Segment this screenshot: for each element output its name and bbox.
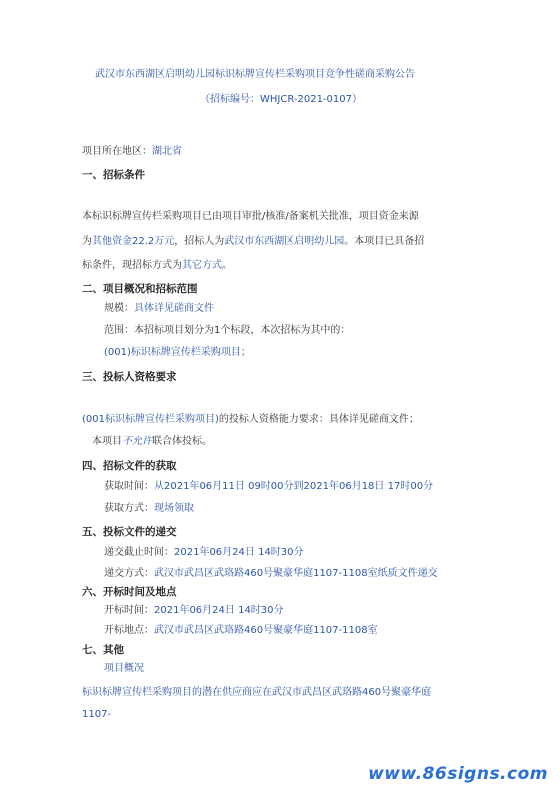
overview-subheading: 项目概况 [104,663,144,674]
section-6-heading: 六、开标时间及地点 [82,586,177,598]
text-segment: ，招标人为 [174,236,225,247]
project-scale [104,302,214,316]
section-1-heading: 一、招标条件 [82,169,145,181]
qualification-requirement [82,413,419,427]
opening-time-value: 2021年06月24日 14时30分 [154,605,284,616]
obtain-time-label: 获取时间： [104,481,154,492]
project-location [82,145,182,159]
lot-item: (001)标识标牌宣传栏采购项目； [104,347,251,358]
section-1-line-1: 本标识标牌宣传栏采购项目已由项目审批/核准/备案机关批准，项目资金来源 [82,211,419,222]
obtain-method [104,502,194,516]
opening-place-value: 武汉市武昌区武珞路460号聚豪华庭1107-1108室 [154,625,378,636]
obtain-time [104,480,433,494]
submission-method-label: 递交方式： [104,568,154,579]
text-segment: 。本项目已具备招 [344,236,425,247]
deadline-label: 递交截止时间： [104,547,174,558]
scale-label: 规模： [104,303,134,314]
text-segment: 本项目 [92,436,122,447]
requirement-text: 的投标人资格能力要求：具体详见磋商文件； [218,414,419,425]
location-value: 湖北省 [152,146,182,157]
scale-value: 具体详见磋商文件 [134,303,214,314]
document-title: 武汉市东西湖区启明幼儿园标识标牌宣传栏采购项目竞争性磋商采购公告 [95,69,415,80]
submission-deadline [104,546,304,560]
site-watermark: www.86signs.com [368,764,548,784]
obtain-method-value: 现场领取 [154,503,194,514]
opening-time-label: 开标时间： [104,605,154,616]
overview-line-1: 标识标牌宣传栏采购项目的潜在供应商应在武汉市武昌区武珞路460号聚豪华庭 [82,687,432,698]
consortium-status: 不允许 [122,436,152,447]
text-segment: 联合体投标。 [152,436,212,447]
overview-line-2: 1107- [82,709,112,720]
obtain-method-label: 获取方式： [104,503,154,514]
tenderer-name: 武汉市东西湖区启明幼儿园 [224,236,345,247]
section-4-heading: 四、招标文件的获取 [82,460,177,472]
opening-place [104,624,378,638]
deadline-value: 2021年06月24日 14时30分 [174,547,304,558]
submission-method [104,567,438,581]
text-segment: 为 [82,236,92,247]
section-1-line-2 [82,235,424,249]
project-scope: 范围：本招标项目划分为1个标段，本次招标为其中的： [104,325,351,336]
section-1-line-3 [82,259,232,273]
section-5-heading: 五、投标文件的递交 [82,526,177,538]
fund-source: 其他资金22.2万元 [92,236,175,247]
section-3-heading: 三、投标人资格要求 [82,371,177,383]
submission-method-value: 武汉市武昌区武珞路460号聚豪华庭1107-1108室纸质文件递交 [154,568,438,579]
text-segment: 标条件，现招标方式为 [82,260,182,271]
tender-method: 其它方式 [182,260,222,271]
location-label: 项目所在地区： [82,146,152,157]
tender-number: （招标编号：WHJCR-2021-0107） [200,94,362,105]
opening-place-label: 开标地点： [104,625,154,636]
text-segment: 。 [222,260,232,271]
section-2-heading: 二、项目概况和招标范围 [82,283,198,295]
section-7-heading: 七、其他 [82,644,124,656]
lot-reference: (001标识标牌宣传栏采购项目) [82,414,219,425]
consortium-note [92,435,212,449]
obtain-time-value: 从2021年06月11日 09时00分到2021年06月18日 17时00分 [154,481,434,492]
opening-time [104,604,284,618]
